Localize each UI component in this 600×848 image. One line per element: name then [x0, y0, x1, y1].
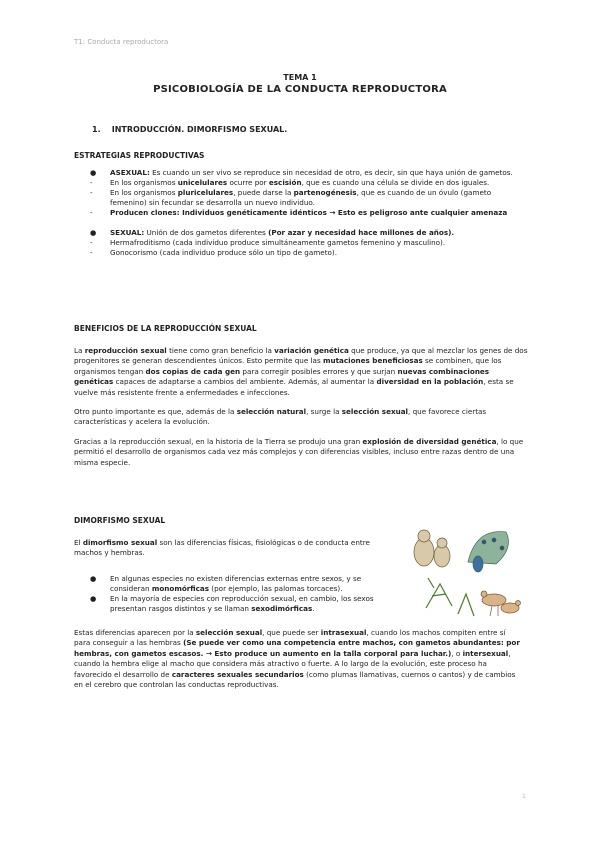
primate-figure [414, 530, 450, 567]
paragraph: Estas diferencias aparecen por la selección sexual, que puede ser intrasexual, cuando los machos compiten entre sí para conseguir a las hembras (Se puede ver como una competencia entre machos, con gametos abundantes: por hembras, con gametos escasos. → Esto produce un aumento en la talla corporal para luchar.), o intersexual, cuando la hembra elige al macho que considera más atractivo o fuerte. A lo largo de la evolución, este proceso ha favorecido el desarrollo de caracteres sexuales secundarios (como plumas llamativas, cuernos o cantos) y de cambios en el cerebro que controlan las conductas reproductivas. [74, 628, 520, 690]
bird-figure [481, 591, 521, 616]
section-number: 1. [92, 125, 101, 134]
list-item: - Producen clones: Individuos genéticamente idénticos → Esto es peligroso ante cualquier amenaza [90, 208, 508, 217]
dash-icon: - [90, 238, 93, 247]
list-item: - Gonocorismo (cada individuo produce sólo un tipo de gameto). [90, 248, 337, 257]
list-item: ● En algunas especies no existen diferencias externas entre sexos, y se consideran monomórficas (por ejemplo, las palomas torcaces). [90, 574, 362, 593]
running-header: T1: Conducta reproductora [74, 38, 169, 46]
dimorfismo-intro [74, 538, 384, 559]
paragraph: Gracias a la reproducción sexual, en la historia de la Tierra se produjo una gran explosión de diversidad genética, lo que permitió el desarrollo de organismos cada vez más complejos y con diferencias visibles, incluso entre razas dentro de una misma especie. [74, 436, 524, 467]
bullet-icon: ● [90, 228, 97, 237]
dimorfismo-list [90, 574, 395, 614]
beneficios-heading: BENEFICIOS DE LA REPRODUCCIÓN SEXUAL [74, 324, 257, 333]
dash-icon: - [90, 208, 93, 217]
bullet-icon: ● [90, 168, 97, 177]
animal-illustration [406, 518, 526, 626]
estrategias-heading: ESTRATEGIAS REPRODUCTIVAS [74, 151, 205, 160]
paragraph: El dimorfismo sexual son las diferencias físicas, fisiológicas o de conducta entre machos y hembras. [74, 538, 370, 558]
beneficios-body [74, 346, 529, 468]
peacock-figure [468, 532, 508, 572]
page-title: PSICOBIOLOGÍA DE LA CONDUCTA REPRODUCTORA [153, 84, 447, 95]
dimorfismo-body [74, 628, 524, 690]
list-item: - Hermafroditismo (cada individuo produce simultáneamente gametos femenino y masculino). [90, 238, 446, 247]
bullet-icon: ● [90, 574, 97, 583]
section-heading [92, 125, 287, 134]
list-item: - En los organismos pluricelulares, puede darse la partenogénesis, que es cuando de un óvulo (gameto femenino) sin fecundar se desarrolla un nuevo individuo. [90, 188, 492, 207]
bullet-icon: ● [90, 594, 97, 603]
section-title: INTRODUCCIÓN. DIMORFISMO SEXUAL. [111, 125, 288, 134]
dash-icon: - [90, 248, 93, 257]
list-item: ● ASEXUAL: Es cuando un ser vivo se reproduce sin necesidad de otro, es decir, sin que haya unión de gametos. [90, 168, 513, 177]
paragraph: La reproducción sexual tiene como gran beneficio la variación genética que produce, ya que al mezclar los genes de dos progenitores se generan descendientes únicos. Esto permite que las mutaciones beneficiosas se combinen, que los organismos tengan dos copias de cada gen para corregir posibles errores y que surjan nuevas combinaciones genéticas capaces de adaptarse a cambios del ambiente. Además, al aumentar la diversidad en la población, esta se vuelve más resistente frente a enfermedades e infecciones. [74, 346, 528, 397]
list-item: ● En la mayoría de especies con reproducción sexual, en cambio, los sexos presentan rasgos distintos y se llaman sexodimórficas. [90, 594, 374, 613]
list-item: - En los organismos unicelulares ocurre por escisión, que es cuando una célula se divide en dos iguales. [90, 178, 490, 187]
estrategias-list [90, 168, 530, 258]
paragraph: Otro punto importante es que, además de la selección natural, surge la selección sexual, que favorece ciertas características y acelera la evolución. [74, 407, 487, 427]
insect-figure [426, 578, 474, 616]
dash-icon: - [90, 188, 93, 197]
tema-label: TEMA 1 [283, 73, 317, 82]
dash-icon: - [90, 178, 93, 187]
list-item: ● SEXUAL: Unión de dos gametos diferentes (Por azar y necesidad hace millones de años). [90, 228, 455, 237]
page-number: 1 [521, 792, 526, 800]
dimorfismo-heading: DIMORFISMO SEXUAL [74, 516, 166, 525]
